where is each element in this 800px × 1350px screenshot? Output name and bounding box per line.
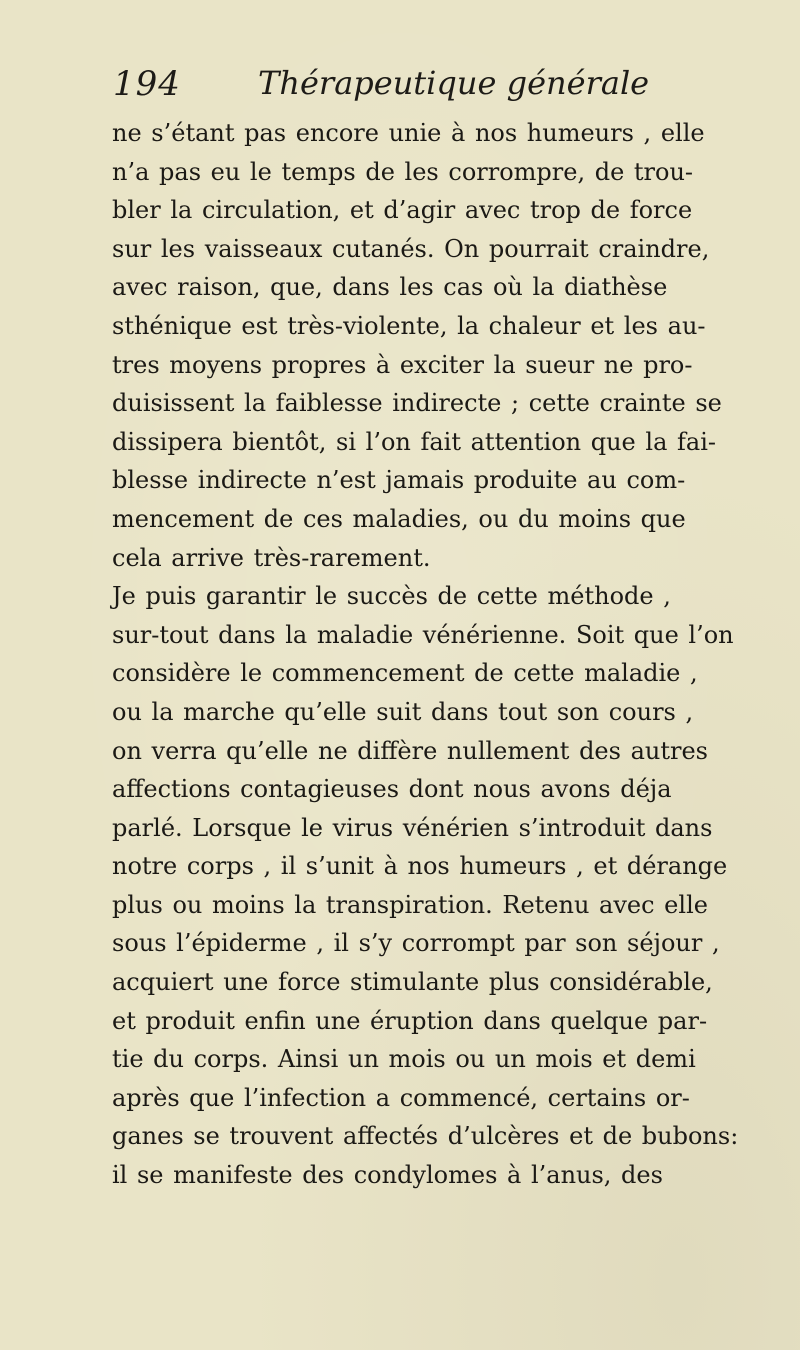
text-line: après que l’infection a commencé, certains or- — [112, 1083, 690, 1112]
text-line: notre corps , il s’unit à nos humeurs , et dérange — [112, 852, 728, 881]
text-line: sous l’épiderme , il s’y corrompt par son séjour , — [112, 929, 720, 958]
text-line: tie du corps. Ainsi un mois ou un mois et demi — [112, 1045, 696, 1074]
body-text — [112, 114, 772, 1195]
page-header — [113, 64, 753, 114]
text-line: sur les vaisseaux cutanés. On pourrait craindre, — [112, 234, 710, 263]
text-line: on verra qu’elle ne diffère nullement des autres — [112, 736, 708, 765]
text-line: affections contagieuses dont nous avons déja — [112, 775, 672, 804]
text-line: acquiert une force stimulante plus considérable, — [112, 968, 713, 997]
text-line: avec raison, que, dans les cas où la diathèse — [112, 273, 668, 302]
text-line: mencement de ces maladies, ou du moins que — [112, 504, 686, 533]
text-line: et produit enfin une éruption dans quelque par- — [112, 1006, 708, 1035]
text-line: duisissent la faiblesse indirecte ; cette crainte se — [112, 389, 722, 418]
text-line: sthénique est très-violente, la chaleur et les au- — [112, 311, 706, 340]
page-number: 194 — [113, 64, 181, 104]
text-line: dissipera bientôt, si l’on fait attention que la fai- — [112, 427, 716, 456]
text-line: bler la circulation, et d’agir avec trop de force — [112, 196, 693, 225]
text-line: ganes se trouvent affectés d’ulcères et de bubons: — [112, 1122, 739, 1151]
text-line: tres moyens propres à exciter la sueur ne pro- — [112, 350, 693, 379]
text-line: n’a pas eu le temps de les corrompre, de trou- — [112, 157, 694, 186]
text-line: parlé. Lorsque le virus vénérien s’introduit dans — [112, 813, 713, 842]
text-line: sur-tout dans la maladie vénérienne. Soit que l’on — [112, 620, 734, 649]
text-line: ne s’étant pas encore unie à nos humeurs , elle — [112, 119, 705, 147]
text-line: il se manifeste des condylomes à l’anus, des — [112, 1161, 663, 1190]
running-title: Thérapeutique générale — [258, 64, 650, 102]
text-line: plus ou moins la transpiration. Retenu avec elle — [112, 890, 708, 919]
text-line: ou la marche qu’elle suit dans tout son cours , — [112, 697, 694, 726]
text-line: considère le commencement de cette maladie , — [112, 659, 698, 688]
text-line: Je puis garantir le succès de cette méthode , — [112, 582, 671, 611]
text-line: blesse indirecte n’est jamais produite au com- — [112, 466, 686, 495]
text-line: cela arrive très-rarement. — [112, 543, 431, 572]
